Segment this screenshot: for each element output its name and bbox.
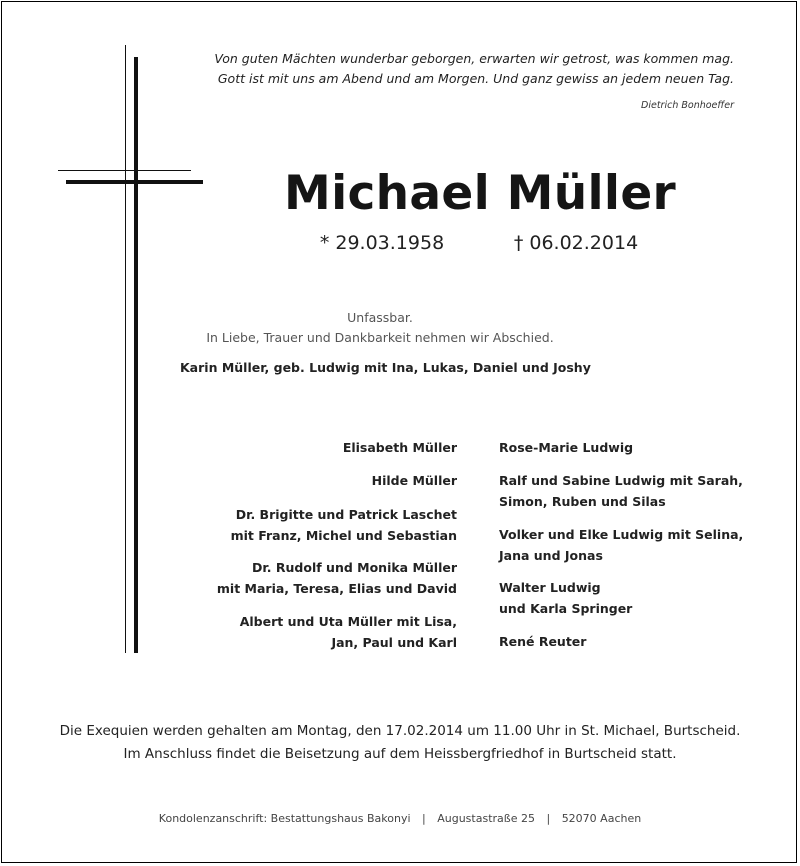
relative-line: Rose-Marie Ludwig	[499, 440, 634, 455]
relative-line: Dr. Rudolf und Monika Müller	[252, 560, 457, 575]
cross-vertical-thick-line	[134, 57, 138, 653]
relative-right-1	[499, 437, 789, 458]
cross-horizontal-thin-line	[58, 170, 191, 171]
main-family: Karin Müller, geb. Ludwig mit Ina, Lukas, Daniel und Joshy	[180, 360, 591, 375]
quote-line-1: Von guten Mächten wunderbar geborgen, erwarten wir getrost, was kommen mag.	[214, 51, 734, 66]
cross-vertical-thin-line	[125, 45, 126, 653]
relative-right-3	[499, 524, 789, 566]
relative-line: René Reuter	[499, 634, 587, 649]
relative-right-5	[499, 631, 789, 652]
birth-date: * 29.03.1958	[319, 232, 445, 254]
cross-horizontal-thick-line	[66, 180, 203, 184]
relative-line: Hilde Müller	[371, 473, 457, 488]
relative-line: Ralf und Sabine Ludwig mit Sarah,	[499, 473, 743, 488]
service-line-1: Die Exequien werden gehalten am Montag, den 17.02.2014 um 11.00 Uhr in St. Michael, Burtscheid.	[59, 723, 741, 739]
condolence-address	[100, 812, 700, 825]
relative-line: Dr. Brigitte und Patrick Laschet	[235, 507, 457, 522]
farewell-message	[200, 308, 560, 348]
relative-left-4	[157, 557, 457, 599]
condolence-label: Kondolenzanschrift: Bestattungshaus Bakonyi	[158, 812, 411, 825]
relative-left-2	[157, 470, 457, 491]
separator: |	[422, 812, 426, 825]
relative-line: Elisabeth Müller	[342, 440, 457, 455]
service-line-2: Im Anschluss findet die Beisetzung auf dem Heissbergfriedhof in Burtscheid statt.	[123, 746, 677, 762]
relative-left-1	[157, 437, 457, 458]
relative-line: mit Maria, Teresa, Elias und David	[216, 581, 457, 596]
relative-line: Simon, Ruben und Silas	[499, 494, 666, 509]
separator: |	[546, 812, 551, 825]
message-line-1: Unfassbar.	[347, 310, 413, 325]
relative-line: Jana und Jonas	[499, 548, 603, 563]
condolence-city: 52070 Aachen	[561, 812, 642, 825]
deceased-name: Michael Müller	[284, 166, 676, 221]
relative-line: mit Franz, Michel und Sebastian	[230, 528, 457, 543]
relative-line: Walter Ludwig	[499, 580, 601, 595]
relative-line: und Karla Springer	[499, 601, 633, 616]
relative-line: Jan, Paul und Karl	[331, 635, 457, 650]
relative-right-2	[499, 470, 789, 512]
relative-left-3	[157, 504, 457, 546]
quote-author: Dietrich Bonhoeffer	[641, 100, 734, 111]
death-date: † 06.02.2014	[513, 232, 639, 254]
relative-right-4	[499, 577, 789, 619]
condolence-street: Augustastraße 25	[437, 812, 535, 825]
message-line-2: In Liebe, Trauer und Dankbarkeit nehmen wir Abschied.	[206, 330, 554, 345]
relative-line: Albert und Uta Müller mit Lisa,	[239, 614, 457, 629]
bonhoeffer-quote	[174, 49, 734, 88]
quote-line-2: Gott ist mit uns am Abend und am Morgen. Und ganz gewiss an jedem neuen Tag.	[217, 70, 734, 86]
relative-line: Volker und Elke Ludwig mit Selina,	[499, 527, 744, 542]
funeral-service-info	[20, 720, 780, 766]
relative-left-5	[157, 611, 457, 653]
